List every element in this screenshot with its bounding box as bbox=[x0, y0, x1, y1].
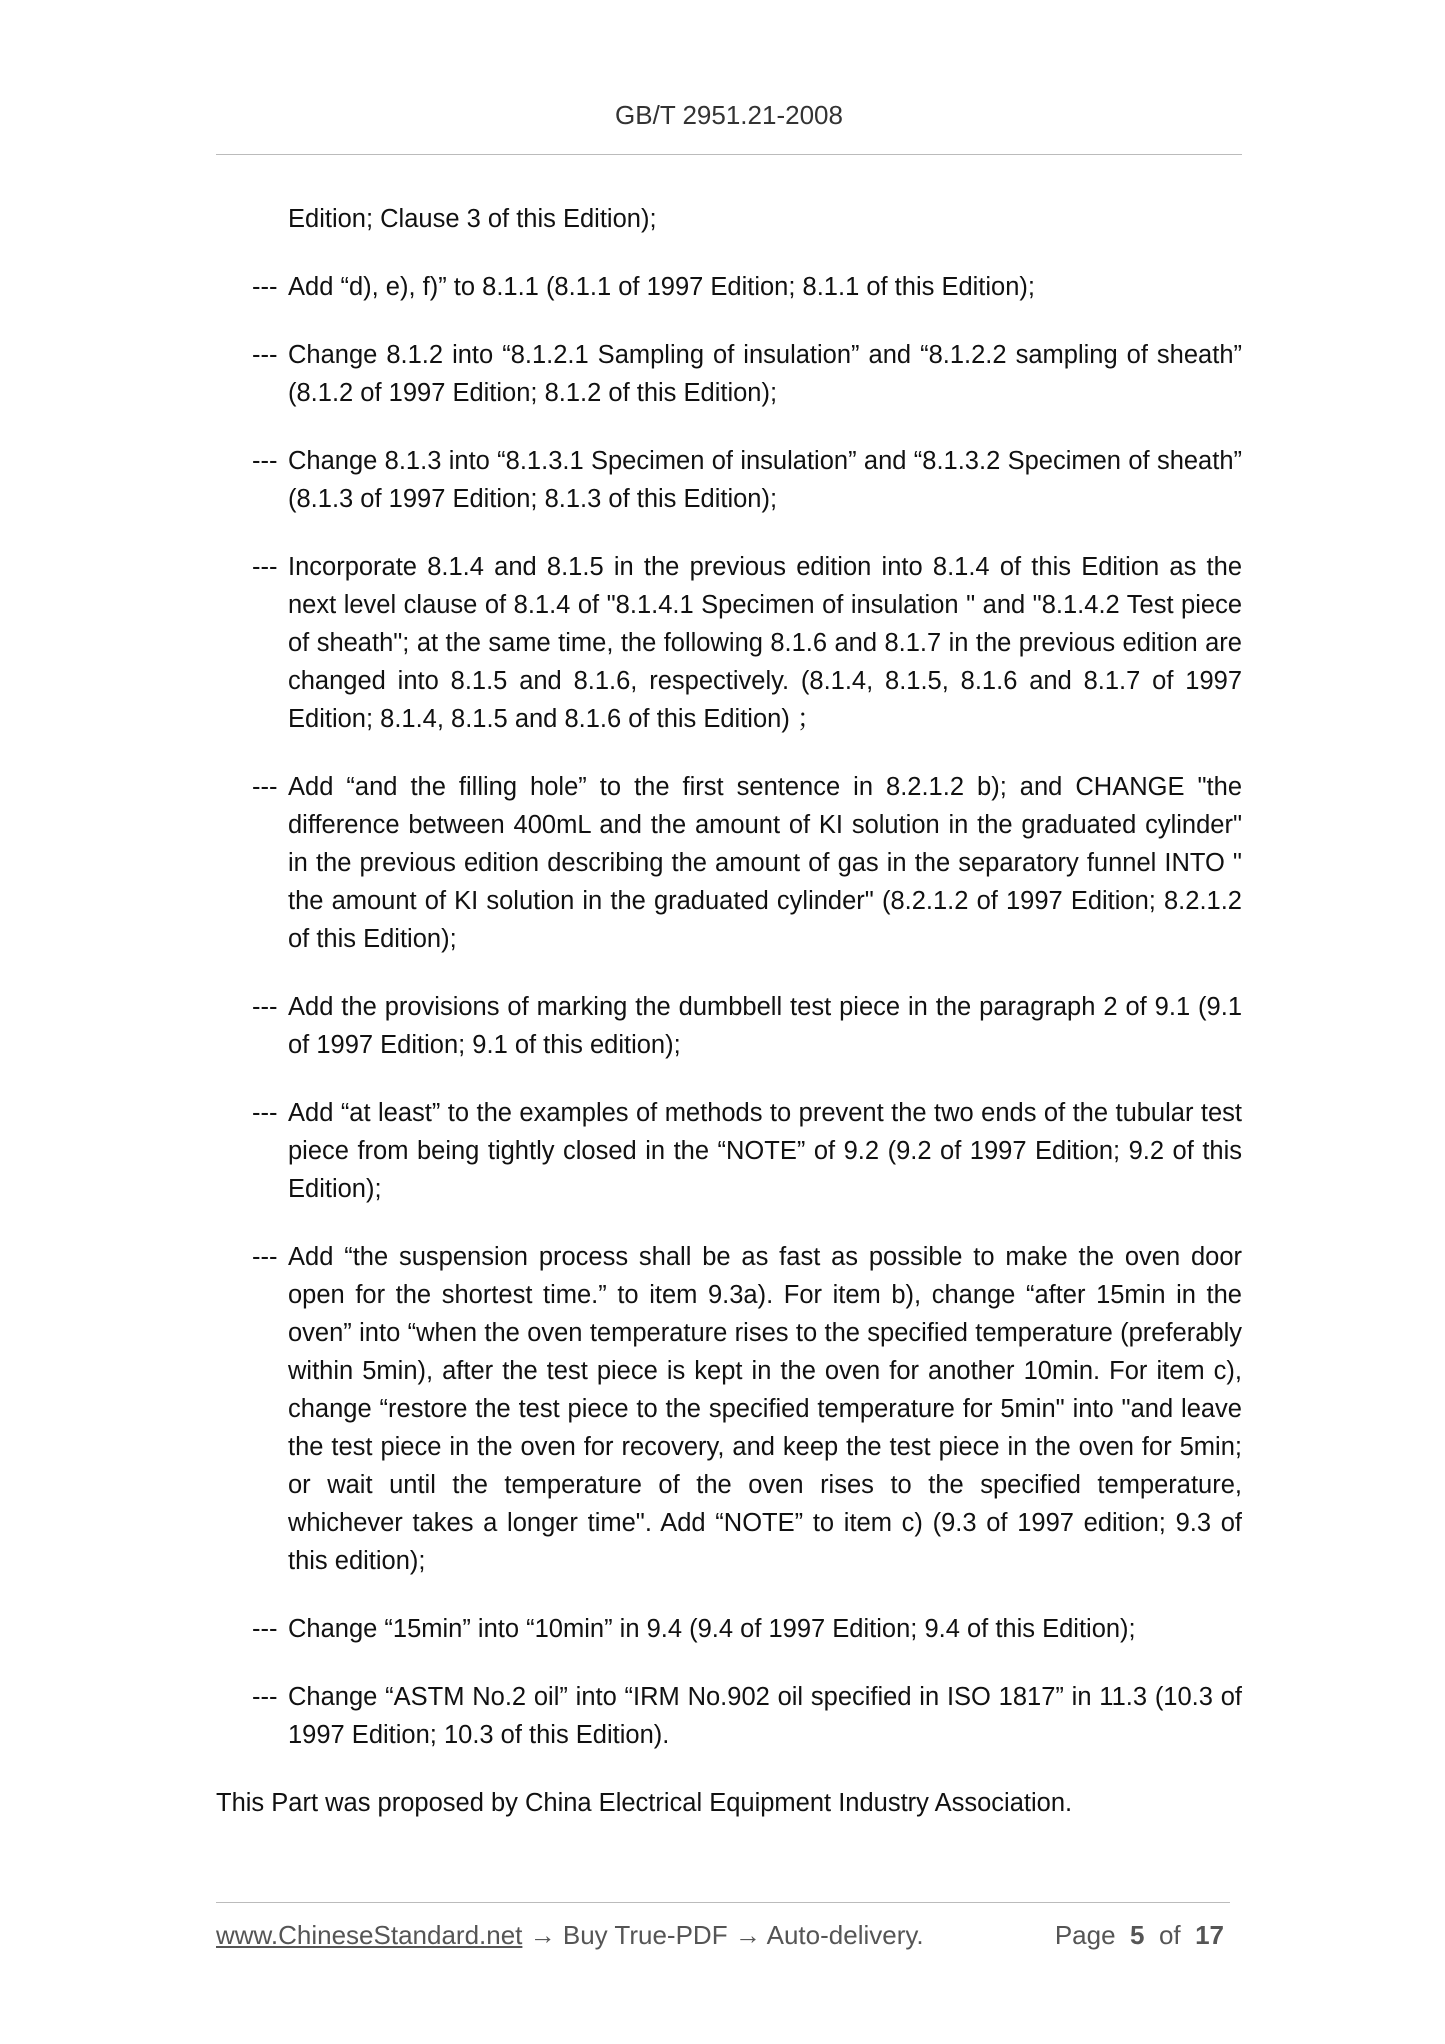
arrow-icon: → bbox=[529, 1920, 556, 1950]
document-body bbox=[216, 200, 1242, 1822]
change-item-text: Add “at least” to the examples of methods to prevent the two ends of the tubular test piece from being tightly closed in the “NOTE” of 9.2 (9.2 of 1997 Edition; 9.2 of this Edition); bbox=[288, 1099, 1242, 1203]
change-item-text: Change “15min” into “10min” in 9.4 (9.4 of 1997 Edition; 9.4 of this Edition); bbox=[288, 1615, 1136, 1643]
dash-marker: --- bbox=[252, 1099, 278, 1127]
dash-marker: --- bbox=[252, 1615, 278, 1643]
change-item bbox=[216, 336, 1242, 412]
dash-marker: --- bbox=[252, 553, 278, 581]
change-list bbox=[216, 268, 1242, 1754]
change-item bbox=[216, 442, 1242, 518]
change-item-text: Add “the suspension process shall be as fast as possible to make the oven door open for the shortest time.” to item 9.3a). For item b), change “after 15min in the oven” into “when the oven temperature rises to the specified temperature (preferably within 5min), after the test piece is kept in the oven for another 10min. For item c), change “restore the test piece to the specified temperature for 5min" into "and leave the test piece in the oven for recovery, and keep the test piece in the oven for 5min; or wait until the temperature of the oven rises to the specified temperature, whichever takes a longer time". Add “NOTE” to item c) (9.3 of 1997 edition; 9.3 of this edition); bbox=[288, 1243, 1242, 1575]
change-item-text: Change “ASTM No.2 oil” into “IRM No.902 oil specified in ISO 1817” in 11.3 (10.3 of 1997 Edition; 10.3 of this Edition). bbox=[288, 1683, 1242, 1749]
change-item bbox=[216, 768, 1242, 958]
delivery-text: Auto-delivery. bbox=[766, 1920, 924, 1950]
change-item bbox=[216, 548, 1242, 738]
document-id: GB/T 2951.21-2008 bbox=[615, 100, 843, 130]
dash-marker: --- bbox=[252, 447, 278, 475]
change-item-text: Change 8.1.2 into “8.1.2.1 Sampling of insulation” and “8.1.2.2 sampling of sheath” (8.1.2 of 1997 Edition; 8.1.2 of this Edition); bbox=[288, 341, 1242, 407]
change-item bbox=[216, 988, 1242, 1064]
change-item bbox=[216, 1238, 1242, 1580]
dash-marker: --- bbox=[252, 1683, 278, 1711]
continuation-line: Edition; Clause 3 of this Edition); bbox=[288, 205, 657, 233]
change-item bbox=[216, 1610, 1242, 1648]
change-item-text: Add the provisions of marking the dumbbell test piece in the paragraph 2 of 9.1 (9.1 of 1997 Edition; 9.1 of this edition); bbox=[288, 993, 1242, 1059]
of-label: of bbox=[1158, 1920, 1181, 1950]
page-header bbox=[216, 100, 1242, 131]
page-label: Page bbox=[1054, 1920, 1116, 1950]
page-total: 17 bbox=[1195, 1920, 1224, 1950]
change-item-text: Change 8.1.3 into “8.1.3.1 Specimen of insulation” and “8.1.3.2 Specimen of sheath” (8.1.3 of 1997 Edition; 8.1.3 of this Edition); bbox=[288, 447, 1242, 513]
arrow-icon: → bbox=[734, 1920, 761, 1950]
dash-marker: --- bbox=[252, 1243, 278, 1271]
page-current: 5 bbox=[1130, 1920, 1145, 1950]
dash-marker: --- bbox=[252, 993, 278, 1021]
buy-text: Buy True-PDF bbox=[562, 1920, 728, 1950]
footer-divider bbox=[216, 1902, 1230, 1903]
website-link[interactable]: www.ChineseStandard.net bbox=[216, 1920, 523, 1950]
footer-promo bbox=[216, 1920, 924, 1951]
closing-paragraph: This Part was proposed by China Electrical Equipment Industry Association. bbox=[216, 1789, 1073, 1817]
change-item-text: Incorporate 8.1.4 and 8.1.5 in the previous edition into 8.1.4 of this Edition as the next level clause of 8.1.4 of "8.1.4.1 Specimen of insulation " and "8.1.4.2 Test piece of sheath"; at the same time, the following 8.1.6 and 8.1.7 in the previous edition are changed into 8.1.5 and 8.1.6, respectively. (8.1.4, 8.1.5, 8.1.6 and 8.1.7 of 1997 Edition; 8.1.4, 8.1.5 and 8.1.6 of this Edition) ； bbox=[288, 553, 1242, 733]
dash-marker: --- bbox=[252, 273, 278, 301]
dash-marker: --- bbox=[252, 341, 278, 369]
change-item bbox=[216, 1678, 1242, 1754]
dash-marker: --- bbox=[252, 773, 278, 801]
change-item bbox=[216, 1094, 1242, 1208]
page-number bbox=[1055, 1920, 1224, 1951]
change-item bbox=[216, 268, 1242, 306]
change-item-text: Add “and the filling hole” to the first sentence in 8.2.1.2 b); and CHANGE "the difference between 400mL and the amount of KI solution in the graduated cylinder" in the previous edition describing the amount of gas in the separatory funnel INTO " the amount of KI solution in the graduated cylinder" (8.2.1.2 of 1997 Edition; 8.2.1.2 of this Edition); bbox=[288, 773, 1242, 953]
header-divider bbox=[216, 154, 1242, 155]
change-item-text: Add “d), e), f)” to 8.1.1 (8.1.1 of 1997 Edition; 8.1.1 of this Edition); bbox=[288, 273, 1035, 301]
